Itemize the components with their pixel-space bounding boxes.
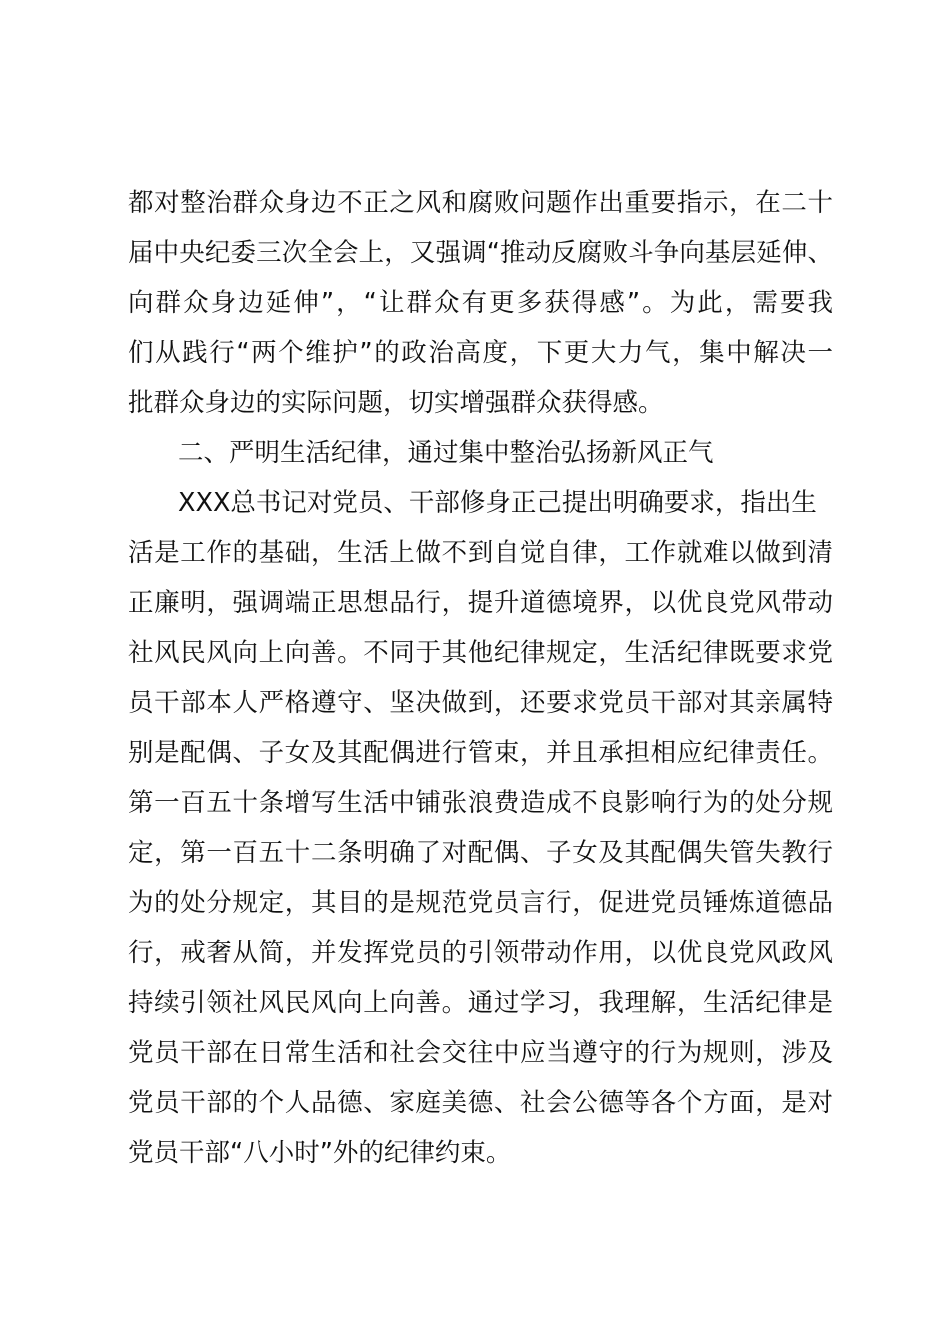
text-line: 别是配偶、子女及其配偶进行管束，并且承担相应纪律责任。 bbox=[128, 738, 833, 768]
text-line: 正廉明，强调端正思想品行，提升道德境界，以优良党风带动 bbox=[128, 588, 833, 618]
text-line: 向群众身边延伸”，“让群众有更多获得感”。为此，需要我 bbox=[128, 288, 833, 318]
text-line: 为的处分规定，其目的是规范党员言行，促进党员锤炼道德品 bbox=[128, 888, 833, 918]
document-body bbox=[128, 178, 833, 1178]
text-line: XXX总书记对党员、干部修身正己提出明确要求，指出生 bbox=[178, 488, 817, 518]
text-line: 届中央纪委三次全会上，又强调“推动反腐败斗争向基层延伸、 bbox=[128, 238, 833, 268]
text-line: 党员干部“八小时”外的纪律约束。 bbox=[128, 1138, 512, 1168]
text-line: 行，戒奢从简，并发挥党员的引领带动作用，以优良党风政风 bbox=[128, 938, 833, 968]
text-line: 持续引领社风民风向上向善。通过学习，我理解，生活纪律是 bbox=[128, 988, 833, 1018]
text-line: 定，第一百五十二条明确了对配偶、子女及其配偶失管失教行 bbox=[128, 838, 833, 868]
text-line: 第一百五十条增写生活中铺张浪费造成不良影响行为的处分规 bbox=[128, 788, 833, 818]
text-line: 批群众身边的实际问题，切实增强群众获得感。 bbox=[128, 388, 664, 418]
text-line: 党员干部的个人品德、家庭美德、社会公德等各个方面，是对 bbox=[128, 1088, 833, 1118]
text-line: 社风民风向上向善。不同于其他纪律规定，生活纪律既要求党 bbox=[128, 638, 833, 668]
text-line: 党员干部在日常生活和社会交往中应当遵守的行为规则，涉及 bbox=[128, 1038, 833, 1068]
section-heading: 二、严明生活纪律，通过集中整治弘扬新风正气 bbox=[178, 438, 714, 468]
text-line: 员干部本人严格遵守、坚决做到，还要求党员干部对其亲属特 bbox=[128, 688, 833, 718]
text-line: 都对整治群众身边不正之风和腐败问题作出重要指示，在二十 bbox=[128, 188, 833, 218]
text-line: 活是工作的基础，生活上做不到自觉自律，工作就难以做到清 bbox=[128, 538, 833, 568]
text-line: 们从践行“两个维护”的政治高度，下更大力气，集中解决一 bbox=[128, 338, 833, 368]
